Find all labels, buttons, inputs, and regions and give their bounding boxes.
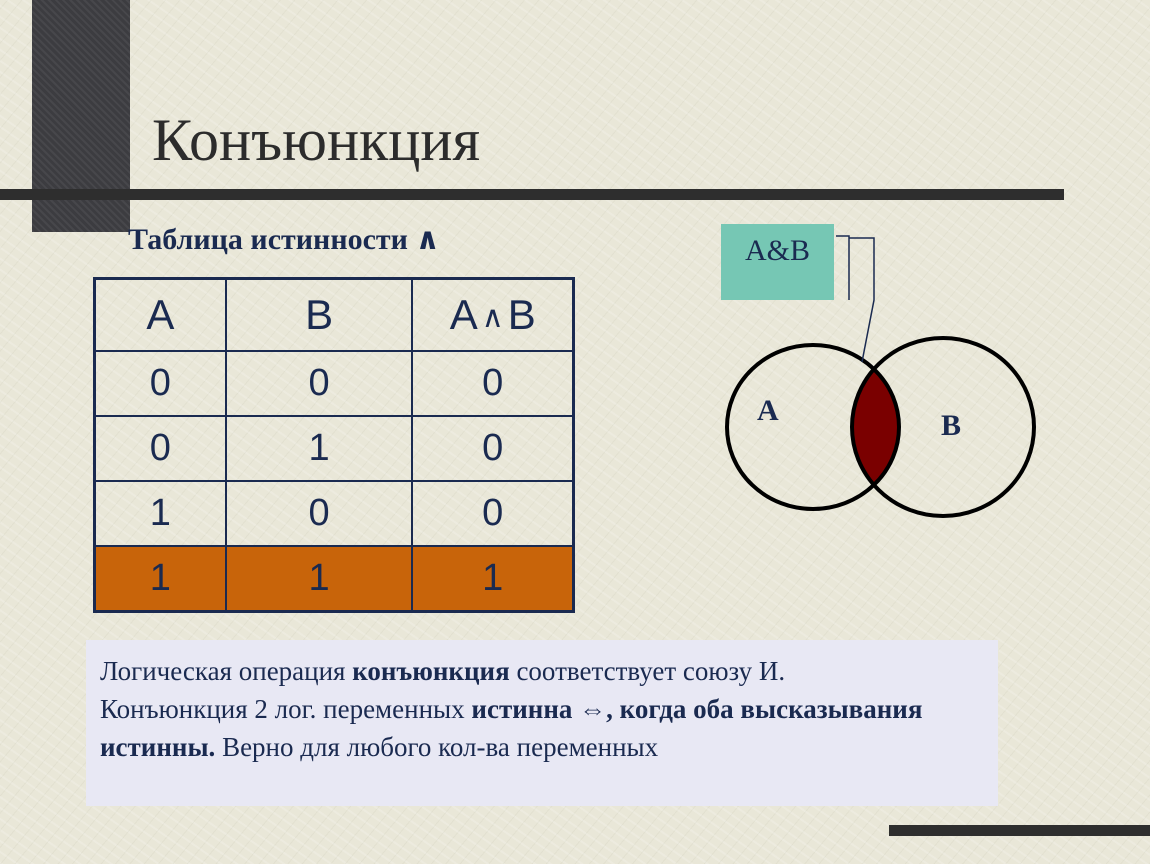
cell-result: 0 — [412, 351, 573, 416]
header-b: B — [226, 279, 413, 352]
note-bold-term: конъюнкция — [352, 656, 510, 686]
cell-b: 1 — [226, 546, 413, 612]
expression-box: A&B — [721, 224, 834, 300]
note-text: Логическая операция — [100, 656, 353, 686]
and-symbol: ∧ — [481, 301, 504, 334]
cell-a: 0 — [95, 351, 226, 416]
cell-b: 1 — [226, 416, 413, 481]
note-text: соответствует союзу И. — [509, 656, 786, 686]
cell-result: 0 — [412, 481, 573, 546]
note-bold-statement: истинна ⇔, когда оба высказывания истинны. — [100, 694, 923, 762]
callout-line — [849, 238, 874, 362]
cell-b: 0 — [226, 481, 413, 546]
note-text: Верно для любого кол-ва переменных — [215, 732, 659, 762]
cell-a: 0 — [95, 416, 226, 481]
header-a-part: A — [449, 291, 478, 338]
header-a: A — [95, 279, 226, 352]
callout-bracket — [836, 236, 849, 300]
table-caption: Таблица истинности ∧ — [128, 223, 440, 256]
venn-label-b: B — [941, 409, 962, 442]
venn-label-a: A — [757, 394, 779, 427]
definition-note — [86, 640, 998, 806]
cell-result: 0 — [412, 416, 573, 481]
cell-a: 1 — [95, 481, 226, 546]
cell-a: 1 — [95, 546, 226, 612]
page-title: Конъюнкция — [152, 107, 481, 173]
cell-result: 1 — [412, 546, 573, 612]
cell-b: 0 — [226, 351, 413, 416]
note-text: Конъюнкция 2 лог. переменных — [100, 694, 472, 724]
header-b-part: B — [507, 291, 536, 338]
